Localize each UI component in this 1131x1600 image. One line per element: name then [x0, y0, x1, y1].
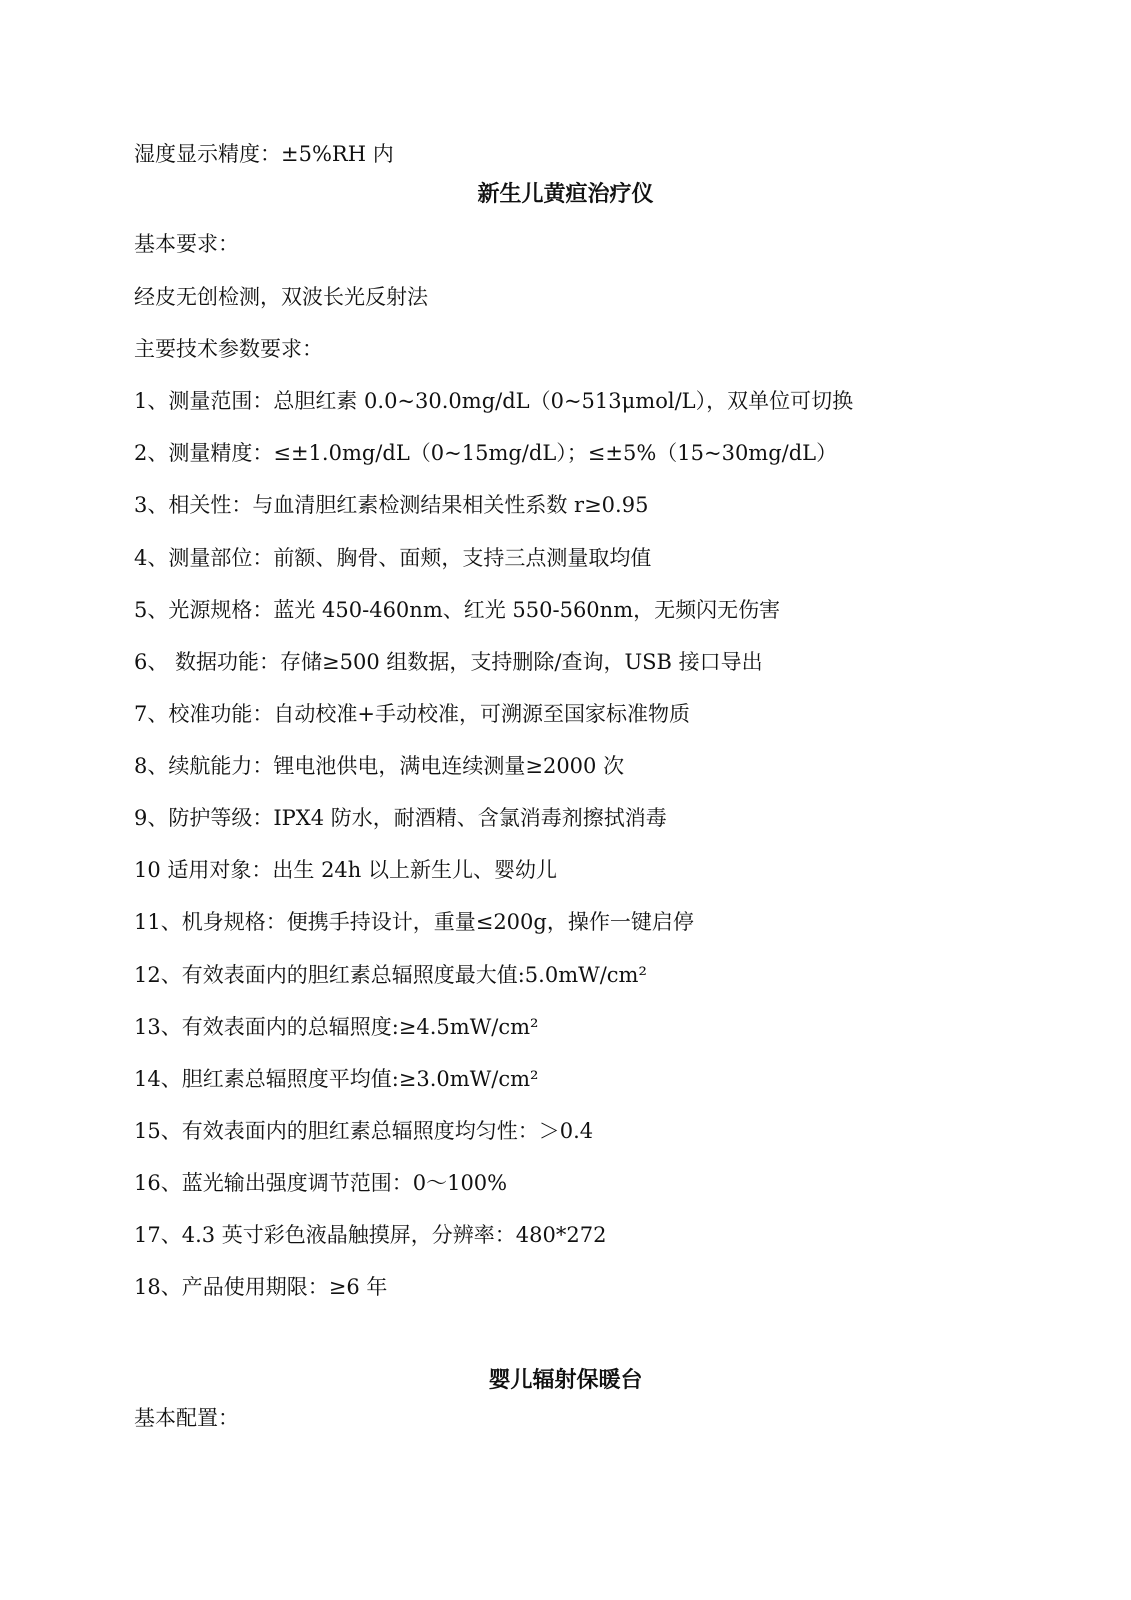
section-title-jaundice: 新生儿黄疸治疗仪 — [477, 181, 654, 207]
basic-requirements-text: 经皮无创检测，双波长光反射法 — [134, 285, 428, 309]
param-item: 9、防护等级：IPX4 防水，耐酒精、含氯消毒剂擦拭消毒 — [134, 806, 667, 830]
humidity-accuracy-line: 湿度显示精度：±5%RH 内 — [134, 142, 394, 166]
basic-requirements-label: 基本要求： — [134, 232, 239, 256]
param-item: 16、蓝光输出强度调节范围：0～100% — [134, 1171, 508, 1195]
param-item: 17、4.3 英寸彩色液晶触摸屏，分辨率：480*272 — [134, 1223, 607, 1247]
param-item: 13、有效表面内的总辐照度:≥4.5mW/cm² — [134, 1015, 539, 1039]
param-item: 3、相关性：与血清胆红素检测结果相关性系数 r≥0.95 — [134, 493, 649, 517]
param-item: 18、产品使用期限：≥6 年 — [134, 1275, 388, 1299]
param-item: 10 适用对象：出生 24h 以上新生儿、婴幼儿 — [134, 858, 557, 882]
param-item: 11、机身规格：便携手持设计，重量≤200g，操作一键启停 — [134, 910, 694, 934]
param-item: 14、胆红素总辐照度平均值:≥3.0mW/cm² — [134, 1067, 539, 1091]
param-item: 8、续航能力：锂电池供电，满电连续测量≥2000 次 — [134, 754, 625, 778]
param-item: 12、有效表面内的胆红素总辐照度最大值:5.0mW/cm² — [134, 963, 647, 987]
section-title-radiant-warmer: 婴儿辐射保暖台 — [488, 1367, 643, 1393]
technical-params-label: 主要技术参数要求： — [134, 337, 323, 361]
basic-config-label: 基本配置： — [134, 1406, 239, 1430]
param-item: 15、有效表面内的胆红素总辐照度均匀性：＞0.4 — [134, 1119, 594, 1143]
param-item: 4、测量部位：前额、胸骨、面颊，支持三点测量取均值 — [134, 546, 652, 570]
param-item: 1、测量范围：总胆红素 0.0~30.0mg/dL（0~513μmol/L），双单位可切换 — [134, 389, 854, 413]
param-item: 2、测量精度：≤±1.0mg/dL（0~15mg/dL）；≤±5%（15~30mg/dL） — [134, 441, 838, 465]
param-item: 5、光源规格：蓝光 450-460nm、红光 550-560nm，无频闪无伤害 — [134, 598, 781, 622]
param-item: 6、 数据功能：存储≥500 组数据，支持删除/查询，USB 接口导出 — [134, 650, 763, 674]
param-item: 7、校准功能：自动校准+手动校准，可溯源至国家标准物质 — [134, 702, 690, 726]
